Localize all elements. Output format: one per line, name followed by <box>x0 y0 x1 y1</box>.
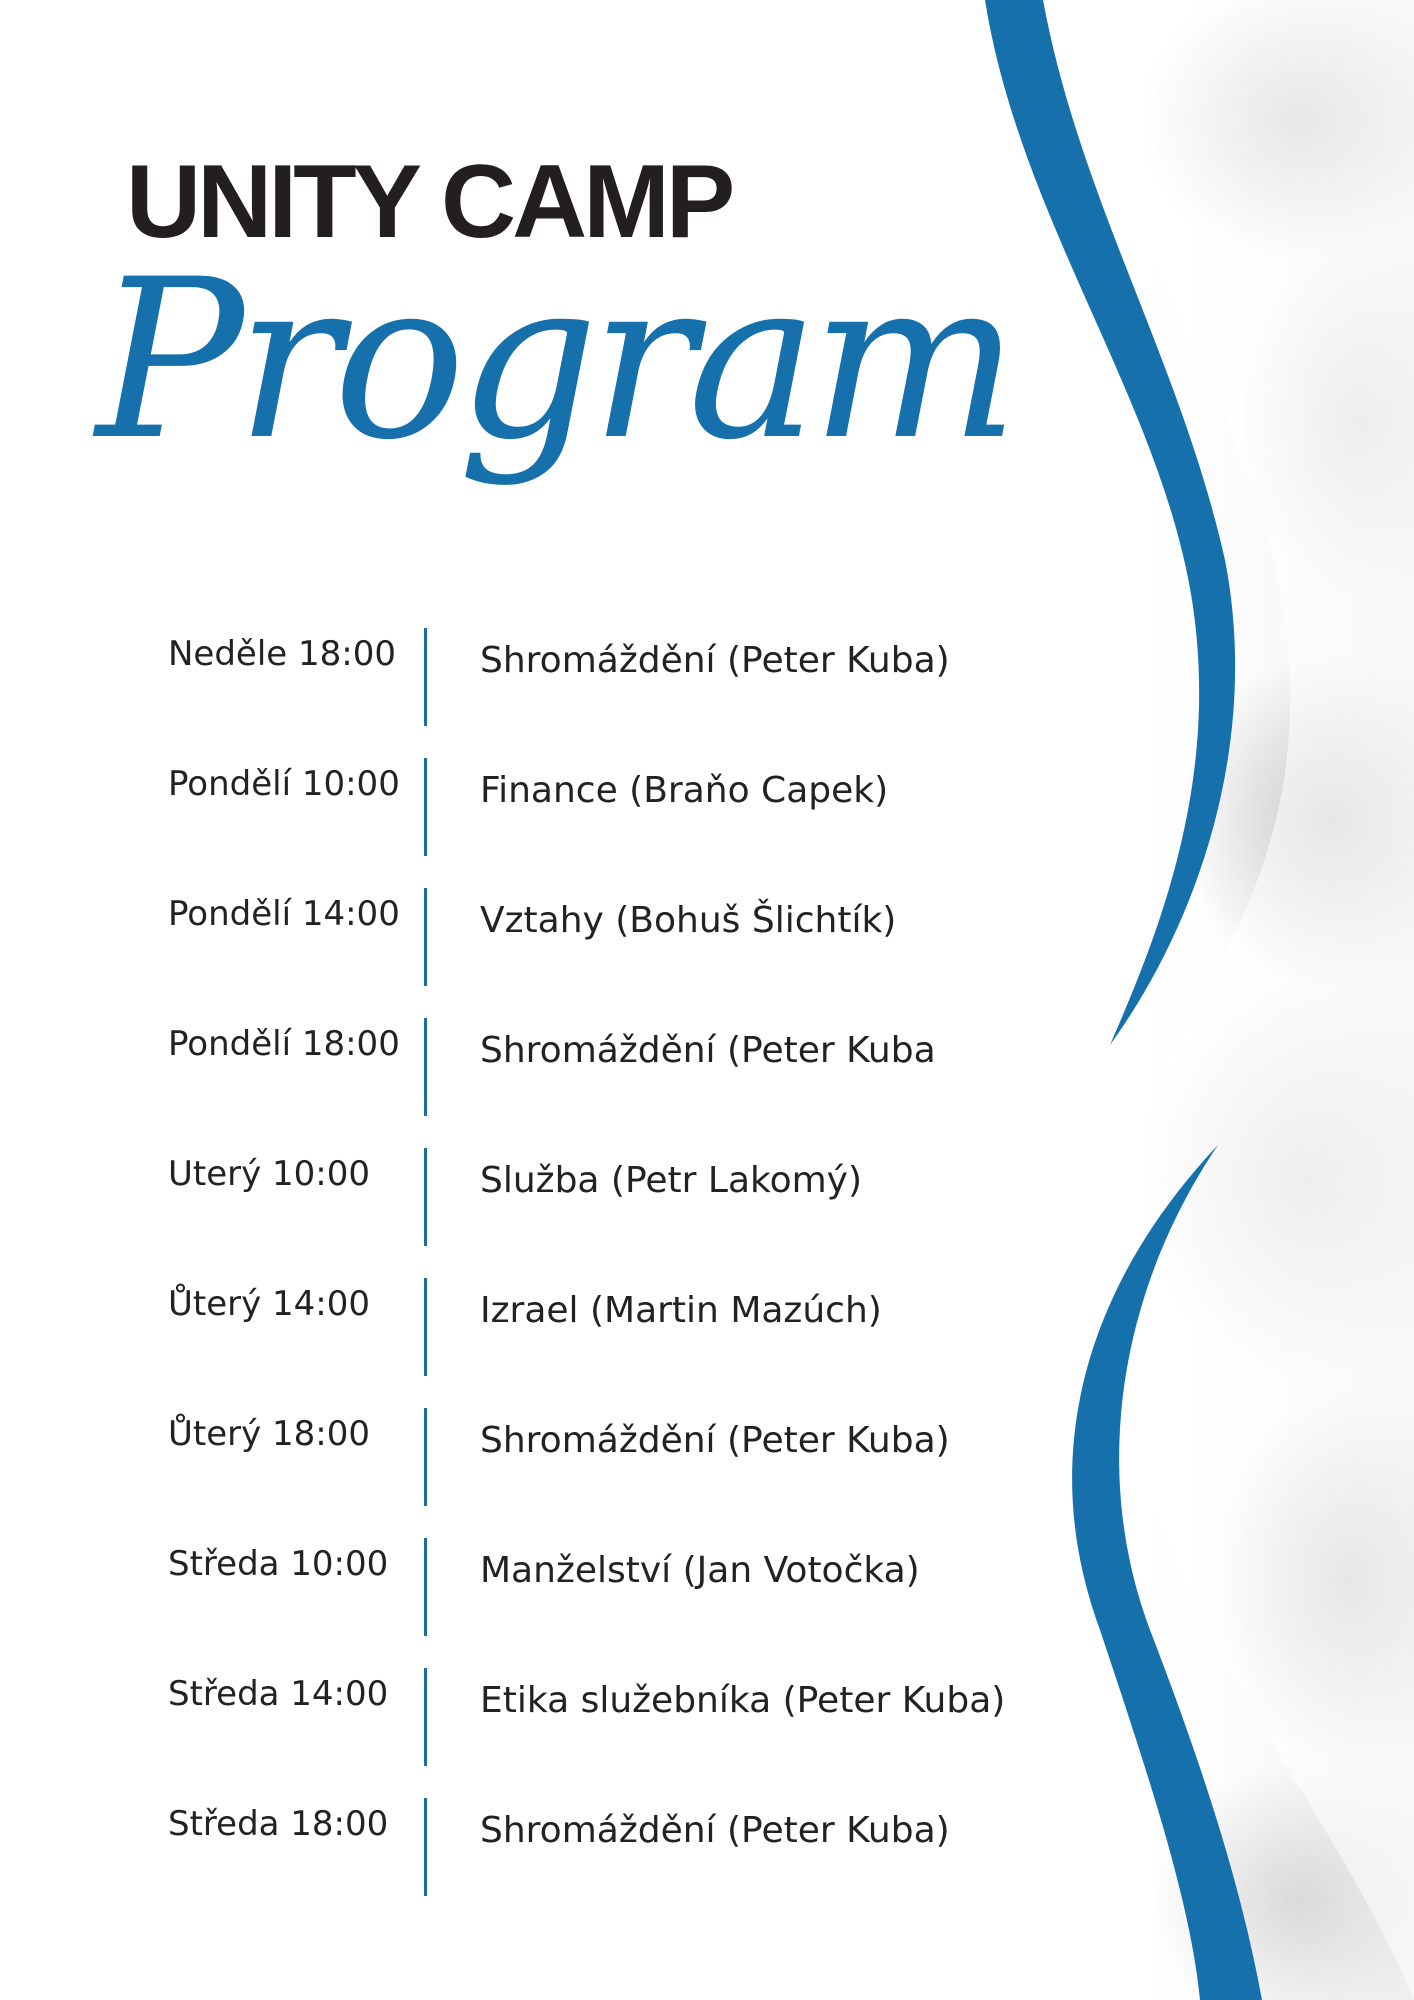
schedule-row <box>168 1798 1068 1928</box>
schedule-row <box>168 888 1068 1018</box>
session-time: Pondělí 18:00 <box>168 1024 400 1064</box>
session-title: Vztahy (Bohuš Šlichtík) <box>480 900 897 941</box>
schedule-row <box>168 1278 1068 1408</box>
session-time: Pondělí 14:00 <box>168 894 400 934</box>
session-title: Shromáždění (Peter Kuba) <box>480 640 950 681</box>
row-divider <box>424 1408 427 1506</box>
program-script-title: Program <box>96 232 1012 488</box>
session-title: Izrael (Martin Mazúch) <box>480 1290 882 1331</box>
row-divider <box>424 1278 427 1376</box>
session-time: Uterý 10:00 <box>168 1154 371 1194</box>
schedule-row <box>168 1668 1068 1798</box>
schedule-row <box>168 758 1068 888</box>
schedule-row <box>168 1408 1068 1538</box>
schedule-row <box>168 1148 1068 1278</box>
session-time: Pondělí 10:00 <box>168 764 400 804</box>
schedule-row <box>168 1018 1068 1148</box>
row-divider <box>424 1668 427 1766</box>
session-time: Středa 10:00 <box>168 1544 389 1584</box>
session-time: Středa 14:00 <box>168 1674 389 1714</box>
row-divider <box>424 628 427 726</box>
session-title: Shromáždění (Peter Kuba) <box>480 1810 950 1851</box>
session-title: Shromáždění (Peter Kuba <box>480 1030 936 1071</box>
row-divider <box>424 1018 427 1116</box>
schedule-row <box>168 1538 1068 1668</box>
session-title: Manželství (Jan Votočka) <box>480 1550 920 1591</box>
session-time: Ůterý 14:00 <box>168 1284 371 1324</box>
session-time: Ůterý 18:00 <box>168 1414 371 1454</box>
schedule-row <box>168 628 1068 758</box>
session-time: Neděle 18:00 <box>168 634 397 674</box>
row-divider <box>424 888 427 986</box>
session-title: Služba (Petr Lakomý) <box>480 1160 863 1201</box>
session-title: Shromáždění (Peter Kuba) <box>480 1420 950 1461</box>
schedule-list <box>168 628 1068 1928</box>
event-title: UNITY CAMP <box>126 144 732 260</box>
session-time: Středa 18:00 <box>168 1804 389 1844</box>
row-divider <box>424 1538 427 1636</box>
session-title: Etika služebníka (Peter Kuba) <box>480 1680 1006 1721</box>
row-divider <box>424 1798 427 1896</box>
session-title: Finance (Braňo Capek) <box>480 770 889 811</box>
row-divider <box>424 758 427 856</box>
row-divider <box>424 1148 427 1246</box>
